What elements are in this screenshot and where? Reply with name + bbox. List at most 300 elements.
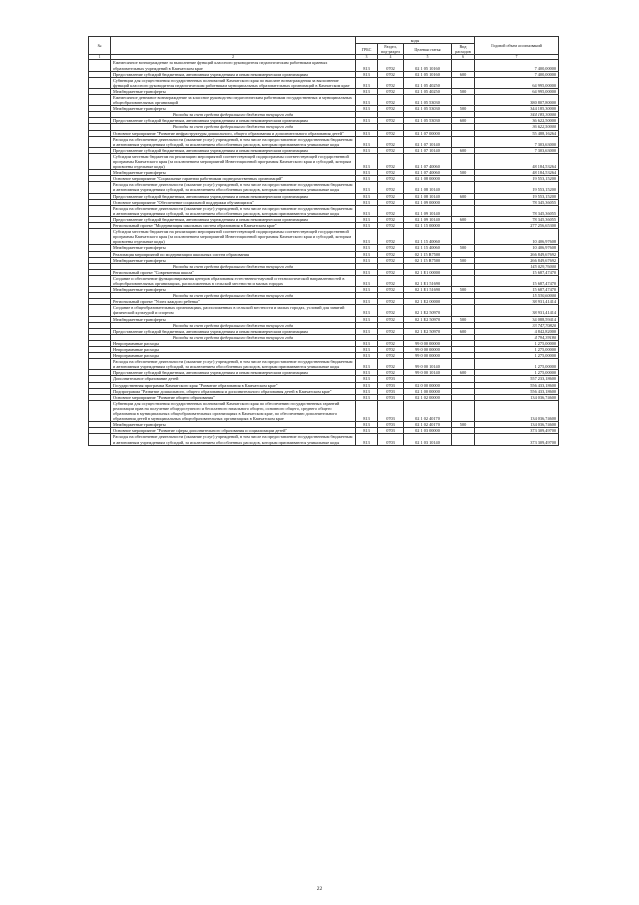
row-amount: 78 345,36055 [475,199,559,205]
row-vid [452,153,475,169]
row-target: 02 1 09 10140 [404,205,452,216]
row-name: Основное мероприятие "Развитие сферы дополнительного образования и социализации детей" [111,428,356,434]
column-number: 2 [111,55,356,60]
row-grbs: 813 [356,88,378,94]
row-grbs: 813 [356,118,378,124]
row-section: 0702 [378,216,404,222]
row-grbs: 813 [356,223,378,229]
row-grbs: 813 [356,269,378,275]
row-target: 02 1 05 40250 [404,88,452,94]
row-target: 02 1 07 10140 [404,147,452,153]
row-name: Межбюджетные трансферты [111,245,356,251]
row-target: 02 1 05 40250 [404,77,452,88]
row-amount: 134 036,74600 [475,422,559,428]
row-name: Расходы за счет средств федерального бюджета текущего года [111,124,356,130]
row-section: 0702 [378,305,404,316]
row-number [89,229,111,245]
row-grbs: 813 [356,176,378,182]
row-amount: 373 309,49700 [475,434,559,445]
row-section: 0702 [378,205,404,216]
row-grbs: 813 [356,257,378,263]
row-name: Межбюджетные трансферты [111,422,356,428]
row-amount: 33 747,70820 [475,322,559,328]
table-row [89,434,559,445]
row-grbs: 813 [356,305,378,316]
row-amount: 19 553,15200 [475,176,559,182]
row-amount: 1 275,00000 [475,370,559,376]
row-name: Расходы на обеспечение деятельности (оказание услуг) учреждений, в том числе на предоставление государственным бюджетным и автономным учреждениям субсидий, за исключением обособленных расходов, которым присваиваются уникальные коды [111,205,356,216]
row-name: Региональный проект "Современная школа" [111,269,356,275]
row-amount: 15 687,47470 [475,275,559,286]
row-name: Предоставление субсидий бюджетным, автономным учреждениям и иным некоммерческим организациям [111,147,356,153]
row-amount: 48 184,53264 [475,153,559,169]
row-amount: 7 303,63000 [475,147,559,153]
row-name: Дополнительное образование детей [111,376,356,382]
row-target: 02 1 05 53030 [404,118,452,124]
row-amount: 1 275,00000 [475,347,559,353]
row-amount: 19 553,15200 [475,182,559,193]
row-section: 0702 [378,299,404,305]
row-vid [452,359,475,370]
table-row [89,182,559,193]
row-amount: 380 807,80000 [475,94,559,105]
row-target: 02 1 15 40060 [404,245,452,251]
row-target: 02 1 09 00000 [404,199,452,205]
row-name: Межбюджетные трансферты [111,316,356,322]
row-name: Субсидии местным бюджетам на реализацию мероприятий соответствующей подпрограммы соответствующей государственной программы Камчатского края (за исключением мероприятий Инвестиционной программы Камчатского края и субсидий, которым присвоены отдельные коды) [111,229,356,245]
header-section: Раздел, под-раздел [378,44,404,55]
row-amount: 557 233,18600 [475,376,559,382]
row-amount: 36 622,50000 [475,124,559,130]
row-amount: 48 184,53264 [475,170,559,176]
row-amount: 266 849,67692 [475,251,559,257]
row-grbs: 813 [356,353,378,359]
row-target: 99 0 00 00000 [404,340,452,346]
row-amount: 15 687,47470 [475,269,559,275]
row-target: 02 1 08 10140 [404,193,452,199]
row-vid: 600 [452,118,475,124]
table-row [89,229,559,245]
row-section: 0702 [378,199,404,205]
row-name: Межбюджетные трансферты [111,88,356,94]
header-target: Целевая статья [404,44,452,55]
row-grbs: 813 [356,130,378,136]
row-name: Субсидии местным бюджетам на реализацию мероприятий соответствующей подпрограммы соответствующей государственной программы Камчатского края (за исключением мероприятий Инвестиционной программы Камчатского края и субсидий, которым присвоены отдельные коды) [111,153,356,169]
row-section: 0702 [378,229,404,245]
row-target: 02 1 E2 50970 [404,328,452,334]
row-vid: 600 [452,193,475,199]
column-number: 5 [404,55,452,60]
row-grbs: 813 [356,229,378,245]
row-vid [452,434,475,445]
row-section: 0702 [378,251,404,257]
row-target: 02 1 09 10140 [404,216,452,222]
row-vid: 600 [452,147,475,153]
row-target: 02 1 05 10160 [404,60,452,71]
table-header [89,37,559,60]
row-name: Предоставление субсидий бюджетным, автономным учреждениям и иным некоммерческим организациям [111,328,356,334]
row-section: 0702 [378,340,404,346]
row-section: 0702 [378,193,404,199]
row-amount: 64 995,00000 [475,88,559,94]
row-name: Основное мероприятие "Социальные гарантии работникам подведомственных организаций" [111,176,356,182]
row-amount: 15 530,60000 [475,293,559,299]
row-number [89,182,111,193]
row-vid: 500 [452,287,475,293]
row-name: Предоставление субсидий бюджетным, автономным учреждениям и иным некоммерческим организациям [111,370,356,376]
row-section: 0702 [378,77,404,88]
row-name: Межбюджетные трансферты [111,106,356,112]
row-section: 0702 [378,71,404,77]
table-row [89,77,559,88]
row-section: 0702 [378,347,404,353]
row-grbs: 813 [356,382,378,388]
row-vid: 500 [452,106,475,112]
row-target: 02 1 15 00000 [404,223,452,229]
row-name: Создание и обеспечение функционирования центров образования естественно-научной и технологической направленностей в общеобразовательных организациях, расположенных в сельской местности и малых городах [111,275,356,286]
row-target: 02 1 E2 50970 [404,305,452,316]
row-name: Основное мероприятие "Обеспечение социальной поддержки обучающихся" [111,199,356,205]
row-vid: 600 [452,328,475,334]
table-row [89,136,559,147]
row-grbs: 813 [356,428,378,434]
row-vid [452,305,475,316]
row-grbs: 813 [356,328,378,334]
row-vid [452,94,475,105]
row-amount: 34 088,59414 [475,316,559,322]
row-grbs: 813 [356,60,378,71]
row-amount: 38 931,41414 [475,305,559,316]
row-amount: 1 275,00000 [475,340,559,346]
row-amount: 64 995,00000 [475,77,559,88]
row-name: Государственная программа Камчатского края "Развитие образования в Камчатском крае" [111,382,356,388]
row-number [89,136,111,147]
row-number [89,94,111,105]
row-section: 0702 [378,130,404,136]
row-name: Ежемесячное денежное вознаграждение за классное руководство педагогическим работникам государственных и муниципальных общеобразовательных организаций [111,94,356,105]
row-name: Предоставление субсидий бюджетным, автономным учреждениям и иным некоммерческим организациям [111,118,356,124]
row-section: 0702 [378,118,404,124]
row-section: 0702 [378,176,404,182]
table-body [89,60,559,445]
row-grbs: 813 [356,245,378,251]
row-name: Расходы за счет средств федерального бюджета текущего года [111,322,356,328]
row-amount: 277 256,65300 [475,223,559,229]
table-row [89,94,559,105]
row-section: 0702 [378,60,404,71]
row-number [89,153,111,169]
table-row [89,60,559,71]
row-amount: 4 794,39180 [475,334,559,340]
row-name: Предоставление субсидий бюджетным, автономным учреждениям и иным некоммерческим организациям [111,71,356,77]
row-grbs: 813 [356,388,378,394]
row-grbs: 813 [356,147,378,153]
row-section: 0703 [378,434,404,445]
row-amount: 38 931,41414 [475,299,559,305]
row-target: 02 1 E2 50970 [404,316,452,322]
row-number [89,434,111,445]
row-vid: 600 [452,370,475,376]
row-number [89,60,111,71]
row-name: Предоставление субсидий бюджетным, автономным учреждениям и иным некоммерческим организациям [111,193,356,199]
row-target: 02 1 05 53030 [404,94,452,105]
row-section: 0702 [378,269,404,275]
row-section: 0703 [378,388,404,394]
row-vid [452,229,475,245]
column-number: 3 [356,55,378,60]
row-number [89,77,111,88]
row-section: 0702 [378,94,404,105]
row-vid: 500 [452,257,475,263]
row-vid: 600 [452,216,475,222]
row-grbs: 813 [356,422,378,428]
row-grbs: 813 [356,205,378,216]
row-number [89,275,111,286]
row-name: Субвенции для осуществления государственных полномочий Камчатского края по обеспечению государственных гарантий реализации прав на получение общедоступного и бесплатного начального общего, основного общего, среднего общего образования в муниципальных общеобразовательных организациях в Камчатском крае, по обеспечению дополнительного образования детей в муниципальных общеобразовательных организациях в Камчатском крае [111,400,356,421]
row-target: 02 1 E1 00000 [404,269,452,275]
header-name [111,37,356,55]
row-target: 02 1 03 10140 [404,434,452,445]
row-section: 0703 [378,382,404,388]
row-name: Расходы за счет средств федерального бюджета текущего года [111,112,356,118]
row-vid: 500 [452,245,475,251]
row-amount: 10 406,97608 [475,245,559,251]
row-vid: 500 [452,316,475,322]
table-row [89,305,559,316]
row-name: Расходы на обеспечение деятельности (оказание услуг) учреждений, в том числе на предоставление государственным бюджетным и автономным учреждениям субсидий, за исключением обособленных расходов, которым присваиваются уникальные коды [111,359,356,370]
row-name: Непрограммные расходы [111,340,356,346]
row-target: 02 0 00 00000 [404,382,452,388]
row-number [89,305,111,316]
row-grbs: 813 [356,434,378,445]
row-name: Реализация мероприятий по модернизации школьных систем образования [111,251,356,257]
row-name: Региональный проект "Успех каждого ребенка" [111,299,356,305]
row-section: 0703 [378,394,404,400]
row-grbs: 813 [356,275,378,286]
row-name: Субвенции для осуществления государственных полномочий Камчатского края по выплате вознаграждения за выполнение функций классного руководителя педагогическим работникам муниципальных образовательных организаций в Камчатском крае [111,77,356,88]
row-section: 0702 [378,287,404,293]
row-amount: 7 303,63000 [475,136,559,147]
row-name: Расходы за счет средств федерального бюджета текущего года [111,263,356,269]
row-amount: 556 433,18600 [475,388,559,394]
table-row [89,205,559,216]
row-amount: 373 309,49700 [475,428,559,434]
row-amount: 15 687,47470 [475,287,559,293]
row-section: 0703 [378,376,404,382]
table-row [89,275,559,286]
row-target: 99 0 00 00000 [404,353,452,359]
row-amount: 145 029,76000 [475,263,559,269]
row-grbs: 813 [356,347,378,353]
row-section: 0702 [378,359,404,370]
row-grbs: 813 [356,340,378,346]
row-grbs: 813 [356,394,378,400]
row-section: 0702 [378,147,404,153]
row-target: 02 1 07 00000 [404,130,452,136]
row-amount: 19 553,15200 [475,193,559,199]
row-amount: 7 400,00000 [475,71,559,77]
row-name: Основное мероприятие "Развитие инфраструктуры дошкольного, общего образования и дополнительного образования детей" [111,130,356,136]
row-vid [452,77,475,88]
row-grbs: 813 [356,199,378,205]
header-grbs: ГРБС [356,44,378,55]
budget-document [88,36,558,446]
row-amount: 134 036,74600 [475,400,559,421]
row-section: 0703 [378,422,404,428]
row-vid [452,182,475,193]
row-target: 02 1 E1 51690 [404,287,452,293]
row-amount: 7 400,00000 [475,60,559,71]
row-target: 02 1 E1 51690 [404,275,452,286]
row-name: Ежемесячное вознаграждение за выполнение функций классного руководителя педагогическим работникам краевых образовательных учреждений в Камчатском крае [111,60,356,71]
row-target: 02 1 08 10140 [404,182,452,193]
row-section: 0702 [378,170,404,176]
row-section: 0702 [378,370,404,376]
row-target: 02 1 15 R7500 [404,257,452,263]
header-vid: Вид расходов [452,44,475,55]
row-name: Региональный проект "Модернизация школьных систем образования в Камчатском крае" [111,223,356,229]
row-name: Расходы на обеспечение деятельности (оказание услуг) учреждений, в том числе на предоставление государственным бюджетным и автономным учреждениям субсидий, за исключением обособленных расходов, которым присваиваются уникальные коды [111,434,356,445]
column-number: 1 [89,55,111,60]
row-section: 0702 [378,245,404,251]
row-number [89,400,111,421]
row-name: Межбюджетные трансферты [111,170,356,176]
row-section: 0702 [378,257,404,263]
row-grbs: 813 [356,153,378,169]
row-grbs: 813 [356,216,378,222]
row-amount: 1 275,00000 [475,359,559,370]
row-amount: 1 275,00000 [475,353,559,359]
row-name: Межбюджетные трансферты [111,287,356,293]
row-name: Создание в общеобразовательных организациях, расположенных в сельской местности и малых городах, условий для занятий физической культурой и спортом [111,305,356,316]
row-amount: 134 036,74600 [475,394,559,400]
row-target: 99 0 00 10140 [404,359,452,370]
row-grbs: 813 [356,400,378,421]
row-name: Непрограммные расходы [111,353,356,359]
row-name: Расходы на обеспечение деятельности (оказание услуг) учреждений, в том числе на предоставление государственным бюджетным и автономным учреждениям субсидий, за исключением обособленных расходов, которым присваиваются уникальные коды [111,136,356,147]
row-vid: 500 [452,88,475,94]
page-number: 22 [316,886,323,892]
row-amount: 344 185,30000 [475,112,559,118]
row-target: 02 1 02 40170 [404,400,452,421]
row-target: 02 1 07 10140 [404,136,452,147]
row-grbs: 813 [356,287,378,293]
row-grbs: 813 [356,106,378,112]
row-name: Расходы за счет средств федерального бюджета текущего года [111,293,356,299]
row-grbs: 813 [356,376,378,382]
budget-table [88,36,559,446]
row-target: 02 1 15 R7500 [404,251,452,257]
row-target: 02 1 08 00000 [404,176,452,182]
row-grbs: 813 [356,71,378,77]
row-vid: 500 [452,170,475,176]
row-amount: 4 842,82000 [475,328,559,334]
row-grbs: 813 [356,359,378,370]
row-vid: 500 [452,422,475,428]
row-name: Подпрограмма "Развитие дошкольного, общего образования и дополнительного образования детей в Камчатском крае" [111,388,356,394]
row-number [89,205,111,216]
table-row [89,359,559,370]
row-section: 0702 [378,316,404,322]
row-target: 02 1 00 00000 [404,388,452,394]
row-amount: 556 433,18600 [475,382,559,388]
row-amount: 344 185,30000 [475,106,559,112]
row-vid [452,60,475,71]
header-codes: коды [356,37,475,44]
row-target: 99 0 00 10140 [404,370,452,376]
row-section: 0702 [378,328,404,334]
row-section: 0702 [378,106,404,112]
row-amount: 78 345,36055 [475,216,559,222]
row-section: 0702 [378,182,404,193]
row-grbs: 813 [356,77,378,88]
row-number [89,359,111,370]
table-row [89,400,559,421]
row-grbs: 813 [356,94,378,105]
row-vid: 600 [452,71,475,77]
row-section: 0702 [378,353,404,359]
row-grbs: 813 [356,182,378,193]
column-number: 7 [475,55,559,60]
row-grbs: 813 [356,316,378,322]
row-grbs: 813 [356,170,378,176]
row-section: 0702 [378,88,404,94]
column-number: 6 [452,55,475,60]
row-name: Межбюджетные трансферты [111,257,356,263]
header-total: Годовой объем ассигнований [475,37,559,55]
row-section: 0702 [378,223,404,229]
row-target: 02 1 05 53030 [404,106,452,112]
row-vid [452,136,475,147]
row-name: Предоставление субсидий бюджетным, автономным учреждениям и иным некоммерческим организациям [111,216,356,222]
row-grbs: 813 [356,193,378,199]
column-number: 4 [378,55,404,60]
row-vid [452,400,475,421]
row-amount: 36 622,50000 [475,118,559,124]
row-section: 0703 [378,400,404,421]
row-name: Основное мероприятие "Развитие общего образования" [111,394,356,400]
row-grbs: 813 [356,136,378,147]
row-target: 02 1 15 40060 [404,229,452,245]
row-target: 02 1 07 40060 [404,170,452,176]
row-target: 02 1 E2 00000 [404,299,452,305]
row-name: Расходы за счет средств федерального бюджета текущего года [111,334,356,340]
row-vid [452,205,475,216]
row-name: Непрограммные расходы [111,347,356,353]
row-vid [452,275,475,286]
row-target: 02 1 02 40170 [404,422,452,428]
row-grbs: 813 [356,251,378,257]
row-section: 0702 [378,275,404,286]
row-amount: 55 488,16264 [475,130,559,136]
row-target: 02 1 07 40060 [404,153,452,169]
row-section: 0703 [378,428,404,434]
row-target: 99 0 00 00000 [404,347,452,353]
row-name: Расходы на обеспечение деятельности (оказание услуг) учреждений, в том числе на предоставление государственным бюджетным и автономным учреждениям субсидий, за исключением обособленных расходов, которым присваиваются уникальные коды [111,182,356,193]
row-amount: 78 345,36055 [475,205,559,216]
row-target: 02 1 05 10160 [404,71,452,77]
row-amount: 10 406,97608 [475,229,559,245]
row-section: 0702 [378,136,404,147]
row-target: 02 1 03 00000 [404,428,452,434]
table-row [89,153,559,169]
row-grbs: 813 [356,299,378,305]
row-section: 0702 [378,153,404,169]
row-target: 02 1 02 00000 [404,394,452,400]
row-grbs: 813 [356,370,378,376]
header-number: № [89,37,111,55]
row-amount: 266 849,67692 [475,257,559,263]
